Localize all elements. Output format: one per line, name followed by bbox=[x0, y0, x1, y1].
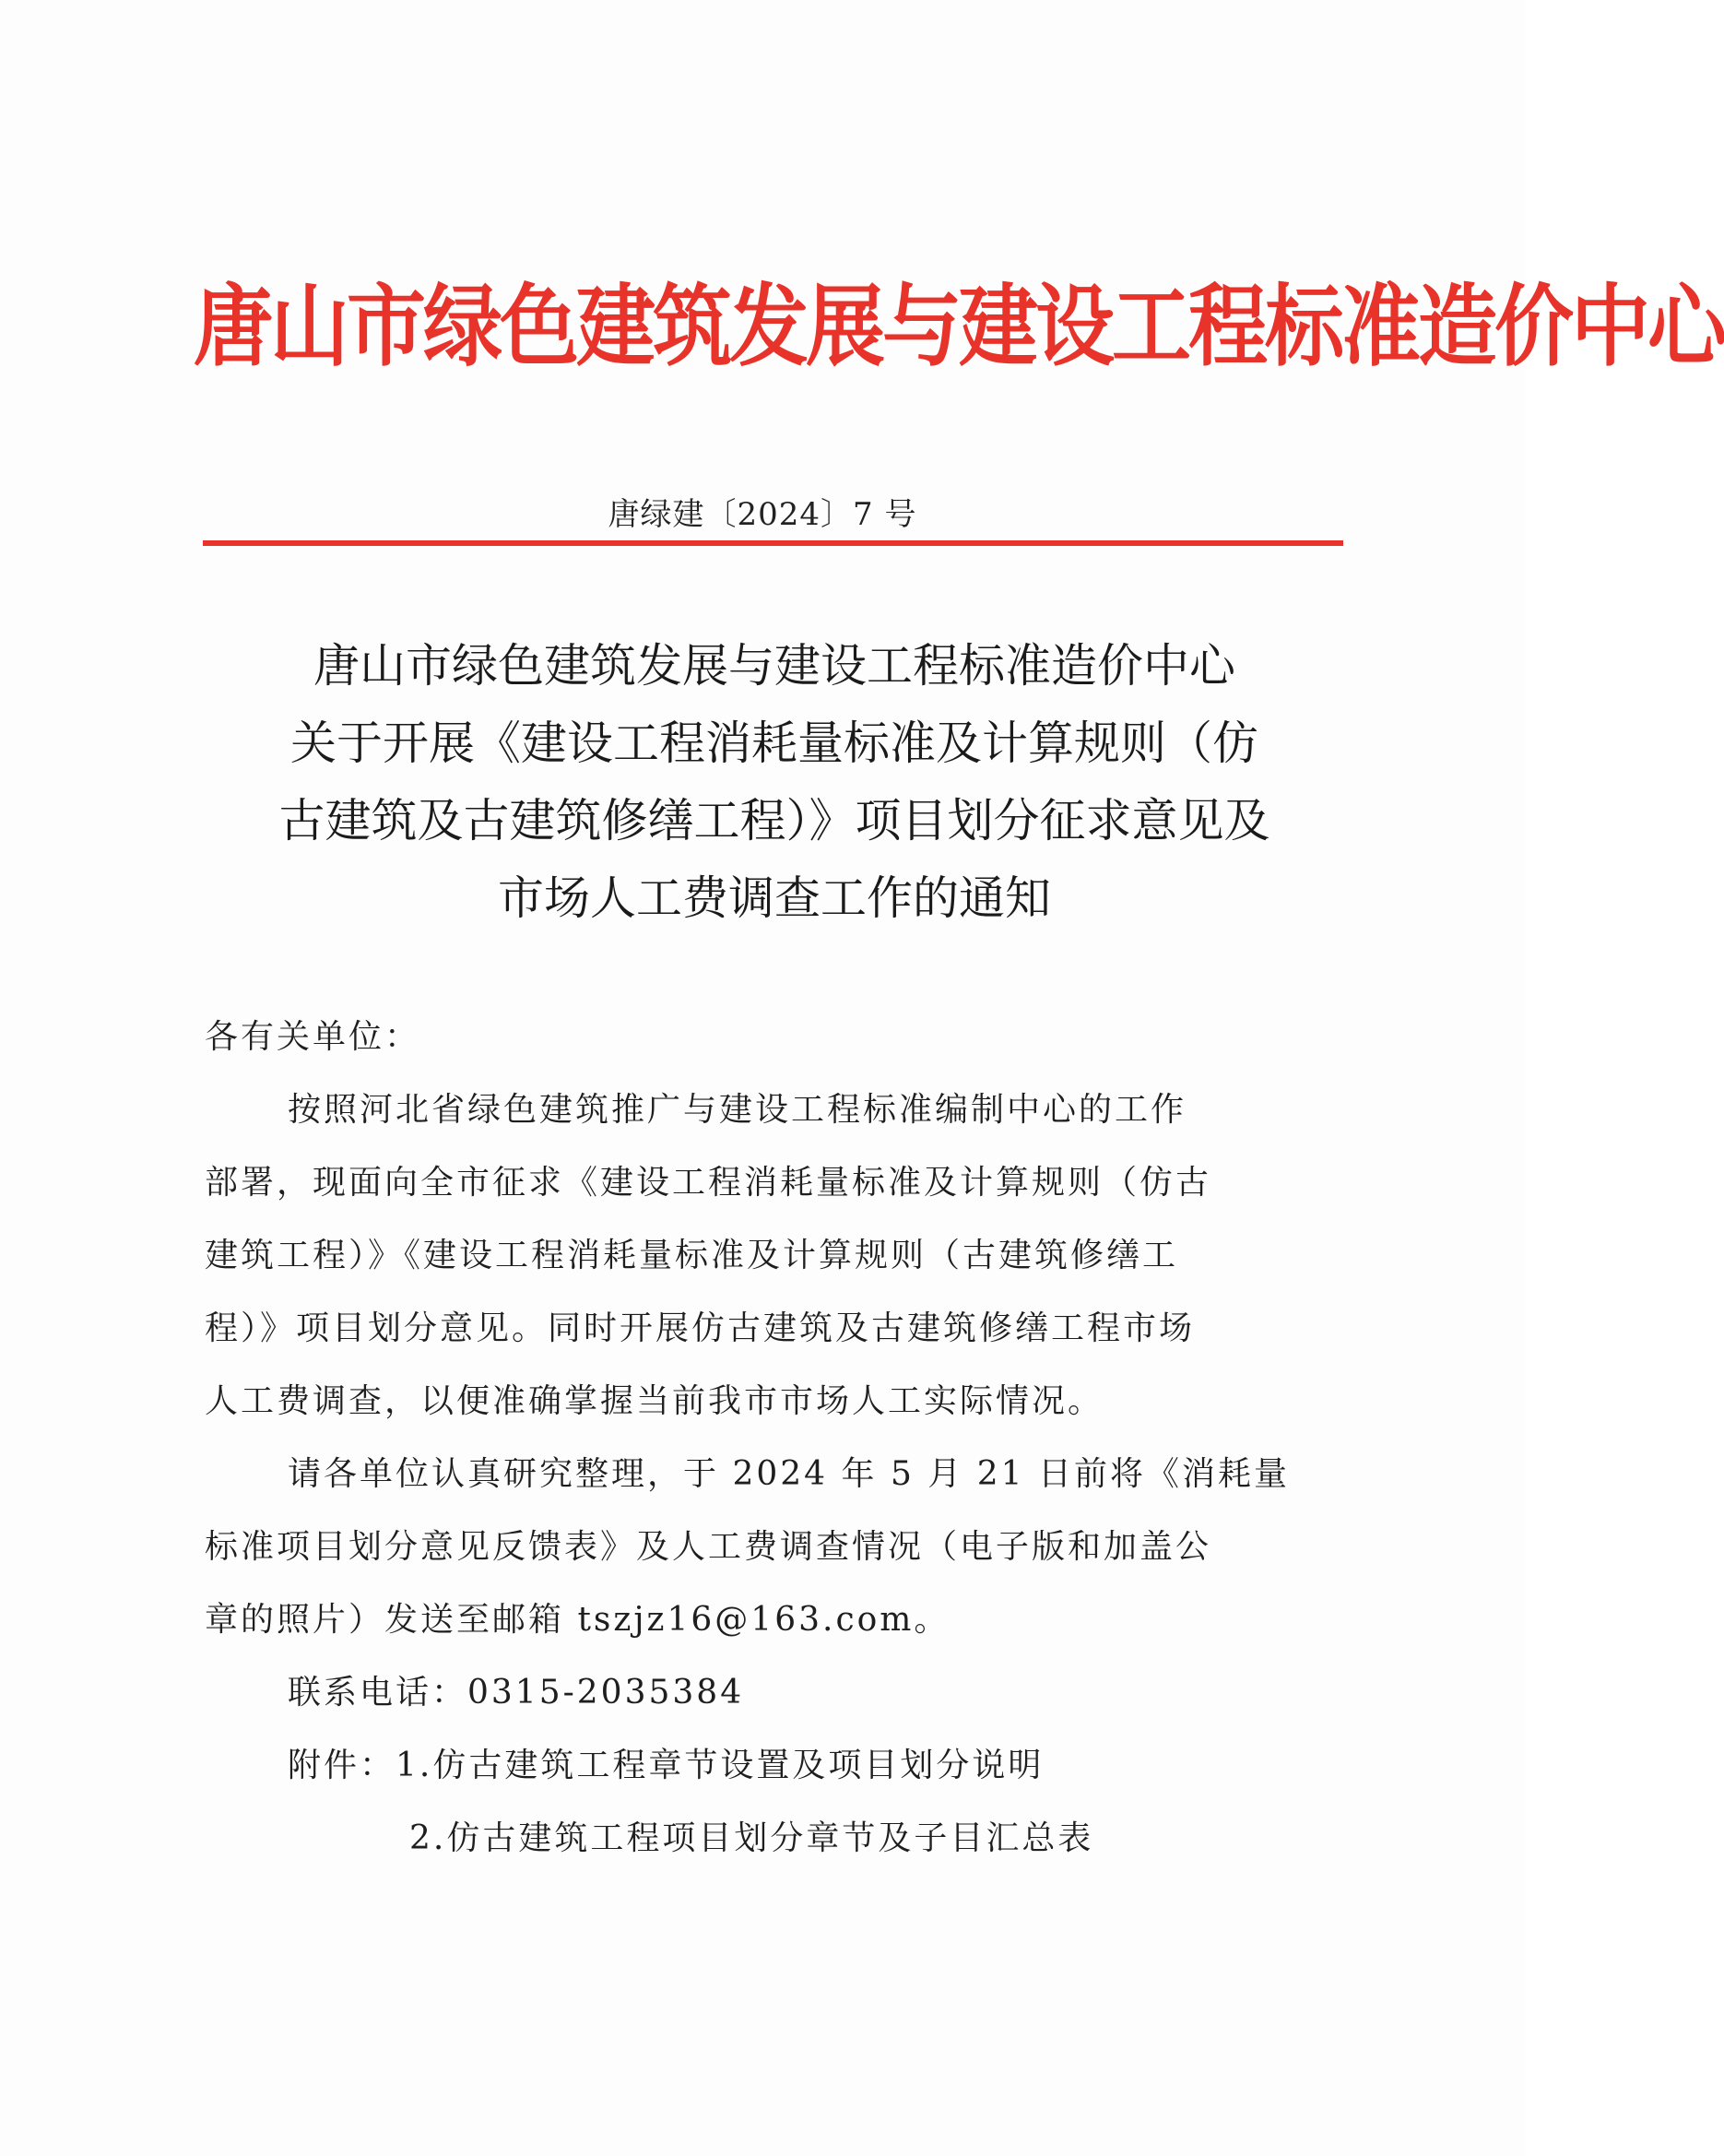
notice-body bbox=[205, 1001, 1346, 1875]
paragraph-line: 人工费调查，以便准确掌握当前我市市场人工实际情况。 bbox=[205, 1382, 1104, 1420]
paragraph-line: 章的照片）发送至邮箱 tszjz16@163.com。 bbox=[205, 1601, 951, 1639]
contact-phone: 联系电话：0315-2035384 bbox=[288, 1674, 745, 1712]
paragraph-line: 标准项目划分意见反馈表》及人工费调查情况（电子版和加盖公 bbox=[205, 1528, 1212, 1566]
paragraph-line: 按照河北省绿色建筑推广与建设工程标准编制中心的工作 bbox=[288, 1091, 1187, 1129]
paragraph-line: 部署，现面向全市征求《建设工程消耗量标准及计算规则（仿古 bbox=[205, 1164, 1212, 1202]
organization-header: 唐山市绿色建筑发展与建设工程标准造价中心 bbox=[194, 275, 1724, 379]
title-line: 市场人工费调查工作的通知 bbox=[498, 871, 1051, 925]
title-line: 关于开展《建设工程消耗量标准及计算规则（仿 bbox=[290, 717, 1258, 770]
title-line: 唐山市绿色建筑发展与建设工程标准造价中心 bbox=[313, 639, 1235, 693]
paragraph-line: 请各单位认真研究整理，于 2024 年 5 月 21 日前将《消耗量 bbox=[288, 1455, 1290, 1493]
notice-title bbox=[203, 627, 1346, 937]
title-line: 古建筑及古建筑修缮工程）》项目划分征求意见及 bbox=[278, 794, 1270, 847]
paragraph-line: 程）》项目划分意见。同时开展仿古建筑及古建筑修缮工程市场 bbox=[205, 1309, 1196, 1347]
red-divider-line bbox=[203, 540, 1343, 546]
attachment-item: 2.仿古建筑工程项目划分章节及子目汇总表 bbox=[409, 1819, 1094, 1857]
document-number: 唐绿建〔2024〕7 号 bbox=[608, 496, 917, 533]
salutation: 各有关单位： bbox=[205, 1018, 421, 1056]
attachment-item: 附件：1.仿古建筑工程章节设置及项目划分说明 bbox=[288, 1747, 1045, 1784]
paragraph-line: 建筑工程）》《建设工程消耗量标准及计算规则（古建筑修缮工 bbox=[205, 1237, 1179, 1274]
